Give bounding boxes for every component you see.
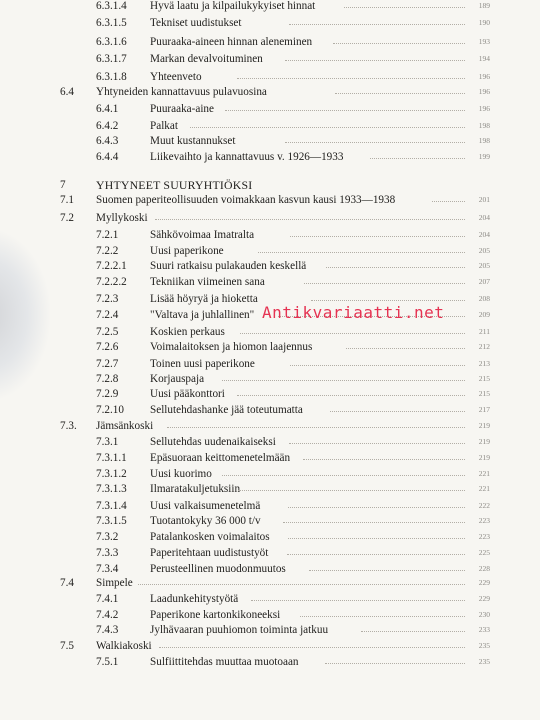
toc-entry (0, 118, 540, 134)
toc-entry (0, 371, 540, 387)
toc-entry-number: 7.2.1 (96, 229, 119, 241)
toc-entry (0, 101, 540, 117)
toc-dot-leader (167, 427, 465, 428)
toc-entry-number: 7.2.4 (96, 309, 119, 321)
toc-entry-page: 223 (478, 516, 490, 525)
toc-entry-title: Uusi valkaisumenetelmä (150, 500, 261, 512)
toc-entry-title: Ilmaratakuljetuksiin (150, 483, 241, 495)
toc-entry-page: 235 (478, 657, 490, 666)
toc-entry-page: 205 (478, 246, 490, 255)
toc-entry-title: Sähkövoimaa Imatralta (150, 229, 255, 241)
toc-dot-leader (300, 616, 465, 617)
toc-entry-number: 7.3.1.1 (96, 452, 127, 464)
toc-entry-number: 6.3.1.8 (96, 71, 127, 83)
toc-entry-page: 208 (478, 294, 490, 303)
toc-entry-title: Uusi pääkonttori (150, 388, 225, 400)
toc-entry (0, 591, 540, 607)
toc-entry-page: 215 (478, 389, 490, 398)
toc-entry-title: Suuri ratkaisu pulakauden keskellä (150, 260, 307, 272)
toc-dot-leader (285, 142, 465, 143)
toc-dot-leader (288, 507, 465, 508)
toc-entry-number: 7.2.9 (96, 388, 119, 400)
toc-dot-leader (309, 570, 465, 571)
toc-entry (0, 418, 540, 434)
toc-entry-title: Puuraaka-aineen hinnan aleneminen (150, 36, 313, 48)
toc-entry-title: "Valtava ja juhlallinen" (150, 309, 255, 321)
toc-entry (0, 69, 540, 85)
toc-entry-number: 6.3.1.7 (96, 53, 127, 65)
toc-entry (0, 575, 540, 591)
toc-entry-number: 7.2.6 (96, 341, 119, 353)
toc-entry-page: 205 (478, 261, 490, 270)
toc-entry (0, 434, 540, 450)
toc-entry (0, 402, 540, 418)
toc-entry-number: 7 (60, 179, 66, 191)
toc-entry-page: 225 (478, 548, 490, 557)
toc-entry (0, 339, 540, 355)
toc-entry (0, 210, 540, 226)
toc-entry-page: 189 (478, 1, 490, 10)
toc-entry-page: 217 (478, 405, 490, 414)
toc-entry-number: 7.2.3 (96, 293, 119, 305)
toc-entry-page: 196 (478, 87, 490, 96)
toc-entry-title: Palkat (150, 120, 178, 132)
toc-entry-title: Liikevaihto ja kannattavuus v. 1926—1933 (150, 151, 344, 163)
toc-entry-page: 199 (478, 152, 490, 161)
toc-entry-title: Tuotantokyky 36 000 t/v (150, 515, 261, 527)
toc-entry-title: Lisää höyryä ja hioketta (150, 293, 258, 305)
toc-entry-number: 6.3.1.4 (96, 0, 127, 12)
toc-entry-title: Perusteellinen muodonmuutos (150, 563, 286, 575)
toc-dot-leader (311, 300, 465, 301)
toc-entry-number: 7.3.1.5 (96, 515, 127, 527)
toc-entry-page: 204 (478, 213, 490, 222)
toc-entry-page: 223 (478, 532, 490, 541)
toc-entry-title: Korjauspaja (150, 373, 205, 385)
toc-entry-number: 7.4.2 (96, 609, 119, 621)
toc-entry-page: 235 (478, 641, 490, 650)
toc-dot-leader (155, 219, 465, 220)
toc-entry (0, 227, 540, 243)
toc-entry (0, 324, 540, 340)
toc-entry-title: Uusi kuorimo (150, 468, 212, 480)
toc-entry-page: 211 (479, 327, 490, 336)
toc-entry-title: Sulfiittitehdas muuttaa muotoaan (150, 656, 299, 668)
toc-entry-number: 6.4.2 (96, 120, 119, 132)
toc-entry (0, 529, 540, 545)
toc-entry-title: Myllykoski (96, 212, 148, 224)
toc-dot-leader (238, 490, 465, 491)
toc-entry (0, 607, 540, 623)
toc-dot-leader (240, 333, 465, 334)
toc-entry-title: Suomen paperiteollisuuden voimakkaan kasvun kausi 1933—1938 (96, 194, 396, 206)
toc-entry-title: Puuraaka-aine (150, 103, 214, 115)
toc-entry-page: 221 (478, 484, 490, 493)
toc-entry-number: 7.4 (60, 577, 74, 589)
toc-entry (0, 545, 540, 561)
toc-entry-page: 196 (478, 72, 490, 81)
toc-entry-title: Walkiakoski (96, 640, 152, 652)
toc-entry-page: 198 (478, 121, 490, 130)
toc-entry-number: 7.2.10 (96, 404, 124, 416)
toc-entry (0, 450, 540, 466)
toc-entry-title: Patalankosken voimalaitos (150, 531, 270, 543)
toc-dot-leader (333, 43, 465, 44)
toc-entry (0, 133, 540, 149)
toc-entry-number: 7.3.1 (96, 436, 119, 448)
toc-dot-leader (258, 252, 465, 253)
toc-entry (0, 192, 540, 208)
toc-entry-page: 233 (478, 625, 490, 634)
toc-entry (0, 177, 540, 193)
toc-entry-page: 219 (478, 421, 490, 430)
toc-entry-number: 7.3.1.2 (96, 468, 127, 480)
toc-entry (0, 243, 540, 259)
toc-entry (0, 84, 540, 100)
toc-entry-number: 7.2.5 (96, 326, 119, 338)
toc-entry (0, 149, 540, 165)
toc-entry-title: Muut kustannukset (150, 135, 236, 147)
toc-entry-page: 222 (478, 501, 490, 510)
toc-entry-title: Voimalaitoksen ja hiomon laajennus (150, 341, 313, 353)
toc-entry-number: 7.2.2.1 (96, 260, 127, 272)
toc-entry (0, 654, 540, 670)
toc-entry-title: Jämsänkoski (96, 420, 154, 432)
toc-entry-number: 7.2 (60, 212, 74, 224)
toc-dot-leader (237, 395, 465, 396)
toc-entry-number: 7.4.3 (96, 624, 119, 636)
toc-entry-title: Yhtyneiden kannattavuus pulavuosina (96, 86, 267, 98)
toc-entry (0, 481, 540, 497)
toc-dot-leader (370, 158, 465, 159)
toc-entry-title: Sellutehdashanke jää toteutumatta (150, 404, 303, 416)
toc-entry (0, 498, 540, 514)
toc-entry-page: 229 (478, 594, 490, 603)
toc-entry-number: 7.2.2 (96, 245, 119, 257)
toc-entry-number: 7.2.7 (96, 358, 119, 370)
toc-entry-page: 207 (478, 277, 490, 286)
toc-dot-leader (335, 93, 465, 94)
toc-entry-number: 7.3.4 (96, 563, 119, 575)
toc-entry (0, 274, 540, 290)
toc-dot-leader (285, 60, 465, 61)
toc-entry-title: Tekniset uudistukset (150, 17, 242, 29)
toc-dot-leader (304, 283, 465, 284)
toc-dot-leader (290, 365, 465, 366)
toc-entry-number: 7.5 (60, 640, 74, 652)
toc-dot-leader (237, 78, 465, 79)
toc-entry-title: Markan devalvoituminen (150, 53, 263, 65)
toc-entry-number: 7.3.2 (96, 531, 119, 543)
toc-entry (0, 466, 540, 482)
toc-entry (0, 0, 540, 14)
toc-dot-leader (138, 584, 465, 585)
toc-entry-number: 6.4.3 (96, 135, 119, 147)
toc-entry-page: 230 (478, 610, 490, 619)
toc-entry-page: 194 (478, 54, 490, 63)
toc-entry-page: 196 (478, 104, 490, 113)
toc-dot-leader (344, 7, 465, 8)
toc-entry-page: 219 (478, 437, 490, 446)
toc-entry-number: 7.2.8 (96, 373, 119, 385)
toc-dot-leader (283, 522, 465, 523)
toc-dot-leader (225, 110, 465, 111)
toc-entry-page: 215 (478, 374, 490, 383)
toc-entry-page: 212 (478, 342, 490, 351)
toc-entry-title: Tekniikan viimeinen sana (150, 276, 265, 288)
toc-entry-page: 190 (478, 18, 490, 27)
toc-dot-leader (289, 24, 465, 25)
toc-entry-number: 6.3.1.6 (96, 36, 127, 48)
toc-entry-number: 7.4.1 (96, 593, 119, 605)
toc-entry (0, 513, 540, 529)
toc-entry-title: Hyvä laatu ja kilpailukykyiset hinnat (150, 0, 316, 12)
toc-entry-title: Epäsuoraan keittomenetelmään (150, 452, 291, 464)
toc-entry-title: Uusi paperikone (150, 245, 224, 257)
toc-entry-page: 204 (478, 230, 490, 239)
toc-entry-number: 7.5.1 (96, 656, 119, 668)
toc-entry-page: 193 (478, 37, 490, 46)
toc-entry (0, 386, 540, 402)
toc-entry (0, 15, 540, 31)
toc-entry-page: 201 (478, 195, 490, 204)
watermark: Antikvariaatti.net (262, 303, 445, 322)
toc-entry-number: 7.3.1.4 (96, 500, 127, 512)
toc-dot-leader (361, 631, 465, 632)
toc-dot-leader (432, 201, 465, 202)
toc-dot-leader (287, 554, 465, 555)
toc-entry-number: 7.3.3 (96, 547, 119, 559)
toc-dot-leader (290, 236, 465, 237)
toc-entry (0, 356, 540, 372)
toc-dot-leader (251, 600, 465, 601)
toc-entry-title: YHTYNEET SUURYHTIÖKSI (96, 178, 253, 192)
toc-dot-leader (346, 348, 465, 349)
toc-entry (0, 638, 540, 654)
toc-entry-number: 7.3.1.3 (96, 483, 127, 495)
toc-dot-leader (330, 411, 465, 412)
toc-entry-number: 7.1 (60, 194, 74, 206)
toc-entry (0, 34, 540, 50)
toc-entry-page: 228 (478, 564, 490, 573)
toc-entry-title: Sellutehdas uudenaikaiseksi (150, 436, 276, 448)
toc-entry-title: Jylhävaaran puuhiomon toiminta jatkuu (150, 624, 329, 636)
toc-entry-page: 229 (478, 578, 490, 587)
toc-entry-number: 7.3. (60, 420, 77, 432)
toc-entry-title: Koskien perkaus (150, 326, 225, 338)
toc-entry-title: Toinen uusi paperikone (150, 358, 255, 370)
toc-entry-title: Laadunkehitystyötä (150, 593, 239, 605)
toc-dot-leader (325, 663, 465, 664)
toc-entry-title: Simpele (96, 577, 133, 589)
toc-entry-title: Paperitehtaan uudistustyöt (150, 547, 269, 559)
toc-entry-page: 198 (478, 136, 490, 145)
toc-entry-page: 213 (478, 359, 490, 368)
toc-entry-page: 219 (478, 453, 490, 462)
toc-entry-number: 6.4.1 (96, 103, 119, 115)
toc-entry-number: 6.3.1.5 (96, 17, 127, 29)
toc-entry-page: 221 (478, 469, 490, 478)
toc-entry-number: 7.2.2.2 (96, 276, 127, 288)
toc-dot-leader (303, 459, 465, 460)
toc-entry (0, 258, 540, 274)
toc-dot-leader (288, 538, 465, 539)
toc-dot-leader (289, 443, 465, 444)
toc-dot-leader (222, 380, 465, 381)
toc-entry-page: 209 (478, 310, 490, 319)
toc-dot-leader (159, 647, 465, 648)
toc-entry (0, 622, 540, 638)
toc-entry-number: 6.4.4 (96, 151, 119, 163)
toc-dot-leader (222, 475, 465, 476)
toc-dot-leader (190, 127, 465, 128)
toc-entry-title: Yhteenveto (150, 71, 202, 83)
toc-entry-number: 6.4 (60, 86, 74, 98)
toc-entry (0, 51, 540, 67)
toc-entry-title: Paperikone kartonkikoneeksi (150, 609, 281, 621)
toc-dot-leader (326, 267, 465, 268)
